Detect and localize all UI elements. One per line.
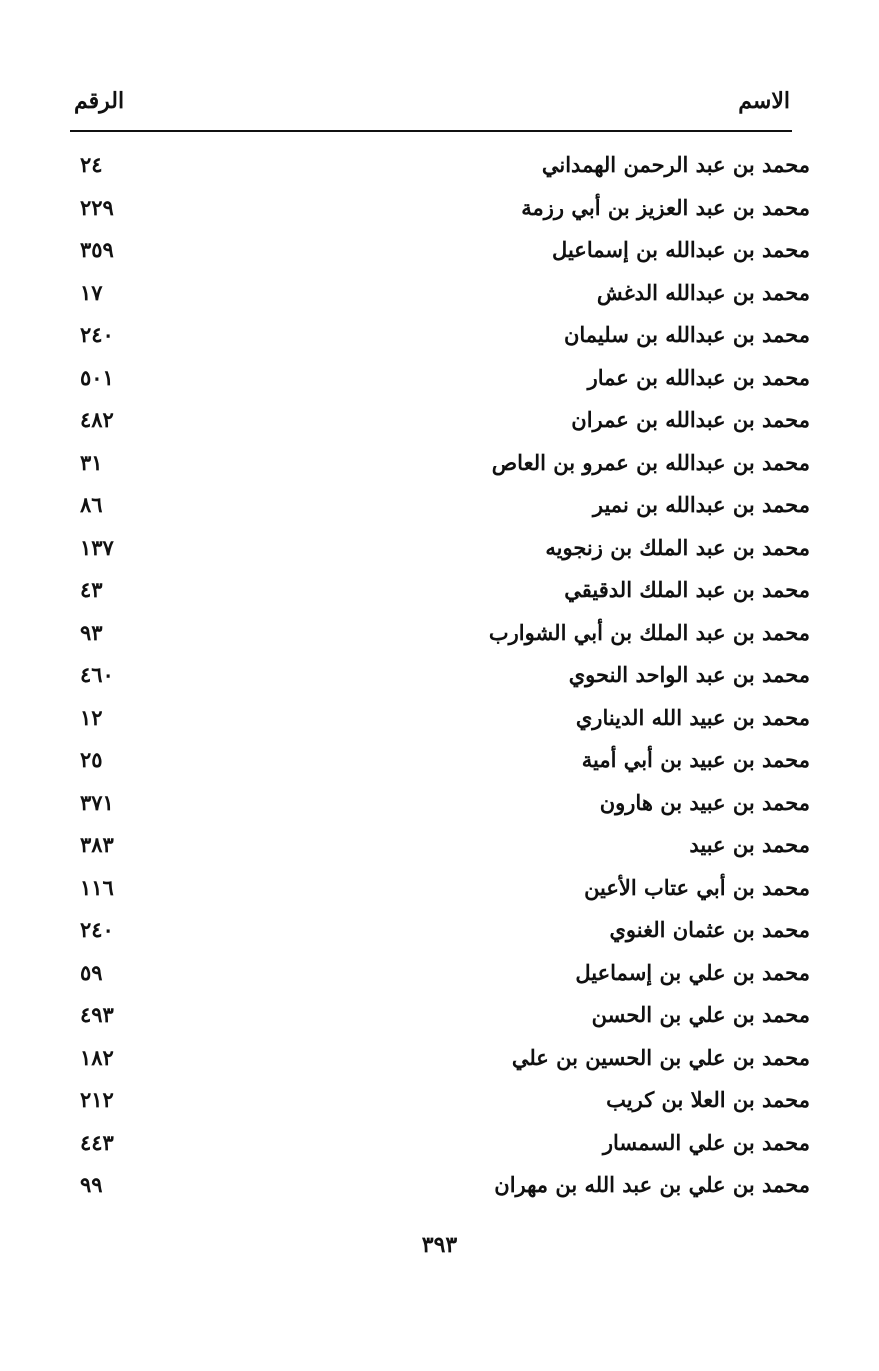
list-item	[70, 954, 810, 997]
list-item	[70, 359, 810, 402]
page-number: ٣٩٣	[421, 1232, 458, 1258]
entry-name: محمد بن عبدالله بن إسماعيل	[552, 237, 810, 262]
entry-number: ٢٤	[80, 152, 103, 177]
list-item	[70, 699, 810, 742]
list-item	[70, 996, 810, 1039]
list-item	[70, 1039, 810, 1082]
list-item	[70, 656, 810, 699]
entry-number: ٥٩	[80, 959, 103, 985]
list-item	[70, 1124, 810, 1167]
entry-number: ٩٩	[80, 1172, 103, 1197]
list-item	[70, 869, 810, 912]
list-item	[70, 189, 810, 232]
entry-name: محمد بن علي بن الحسين بن علي	[511, 1044, 810, 1070]
entry-name: محمد بن عبد الملك بن زنجويه	[545, 534, 810, 560]
list-item	[70, 1166, 810, 1209]
entry-name: محمد بن عبد الرحمن الهمداني	[541, 152, 810, 177]
list-item	[70, 274, 810, 317]
entry-number: ٤٣	[80, 577, 103, 602]
entry-name: محمد بن عبيد الله الديناري	[575, 704, 810, 730]
index-list	[70, 146, 810, 1209]
entry-number: ٢٤٠	[80, 322, 114, 347]
list-item	[70, 826, 810, 869]
entry-name: محمد بن علي السمسار	[602, 1129, 810, 1155]
entry-number: ٢٢٩	[80, 194, 114, 220]
list-item	[70, 571, 810, 614]
entry-name: محمد بن عبدالله بن عمرو بن العاص	[491, 449, 810, 475]
entry-name: محمد بن العلا بن كريب	[606, 1087, 810, 1112]
list-item	[70, 784, 810, 827]
list-item	[70, 316, 810, 359]
entry-number: ٣٧١	[80, 789, 114, 815]
entry-number: ٥٠١	[80, 364, 114, 390]
list-item	[70, 614, 810, 657]
list-item	[70, 486, 810, 529]
list-item	[70, 741, 810, 784]
entry-number: ٢٤٠	[80, 917, 114, 942]
entry-number: ٤٩٣	[80, 1002, 114, 1027]
name-column-header: الاسم	[738, 88, 790, 114]
list-item	[70, 444, 810, 487]
entry-name: محمد بن علي بن الحسن	[591, 1002, 810, 1027]
entry-name: محمد بن علي بن عبد الله بن مهران	[494, 1172, 810, 1197]
header-divider	[70, 130, 792, 132]
entry-name: محمد بن أبي عتاب الأعين	[584, 874, 810, 900]
entry-name: محمد بن عبدالله بن عمار	[587, 364, 810, 390]
entry-name: محمد بن عبيد بن أبي أمية	[581, 747, 810, 772]
entry-name: محمد بن عبيد بن هارون	[599, 789, 810, 815]
entry-number: ٢٥	[80, 747, 103, 772]
list-item	[70, 911, 810, 954]
entry-number: ٣٥٩	[80, 237, 114, 262]
entry-name: محمد بن عبد الملك بن أبي الشوارب	[488, 619, 810, 645]
entry-number: ٤٤٣	[80, 1129, 114, 1155]
entry-number: ٣١	[80, 449, 103, 475]
list-item	[70, 401, 810, 444]
entry-name: محمد بن عبد الواحد النحوي	[568, 662, 810, 687]
entry-number: ١٢	[80, 704, 103, 730]
entry-name: محمد بن عبدالله بن عمران	[571, 407, 810, 432]
entry-name: محمد بن عبدالله بن نمير	[592, 492, 810, 517]
entry-name: محمد بن عبدالله بن سليمان	[563, 322, 810, 347]
entry-name: محمد بن عبيد	[689, 832, 810, 857]
number-column-header: الرقم	[74, 88, 125, 114]
entry-number: ١٨٢	[80, 1044, 114, 1070]
list-item	[70, 146, 810, 189]
entry-number: ٤٨٢	[80, 407, 114, 432]
list-item	[70, 529, 810, 572]
entry-number: ٤٦٠	[80, 662, 114, 687]
entry-name: محمد بن عثمان الغنوي	[609, 917, 810, 942]
entry-number: ١٧	[80, 279, 103, 305]
list-item	[70, 1081, 810, 1124]
entry-number: ١٣٧	[80, 534, 114, 560]
entry-number: ٢١٢	[80, 1087, 114, 1112]
entry-number: ٨٦	[80, 492, 103, 517]
entry-name: محمد بن عبدالله الدغش	[596, 279, 810, 305]
entry-name: محمد بن عبد الملك الدقيقي	[564, 577, 810, 602]
entry-number: ١١٦	[80, 874, 114, 900]
entry-number: ٣٨٣	[80, 832, 114, 857]
table-header	[70, 88, 790, 122]
entry-number: ٩٣	[80, 619, 103, 645]
entry-name: محمد بن علي بن إسماعيل	[575, 959, 810, 985]
entry-name: محمد بن عبد العزيز بن أبي رزمة	[521, 194, 810, 220]
list-item	[70, 231, 810, 274]
